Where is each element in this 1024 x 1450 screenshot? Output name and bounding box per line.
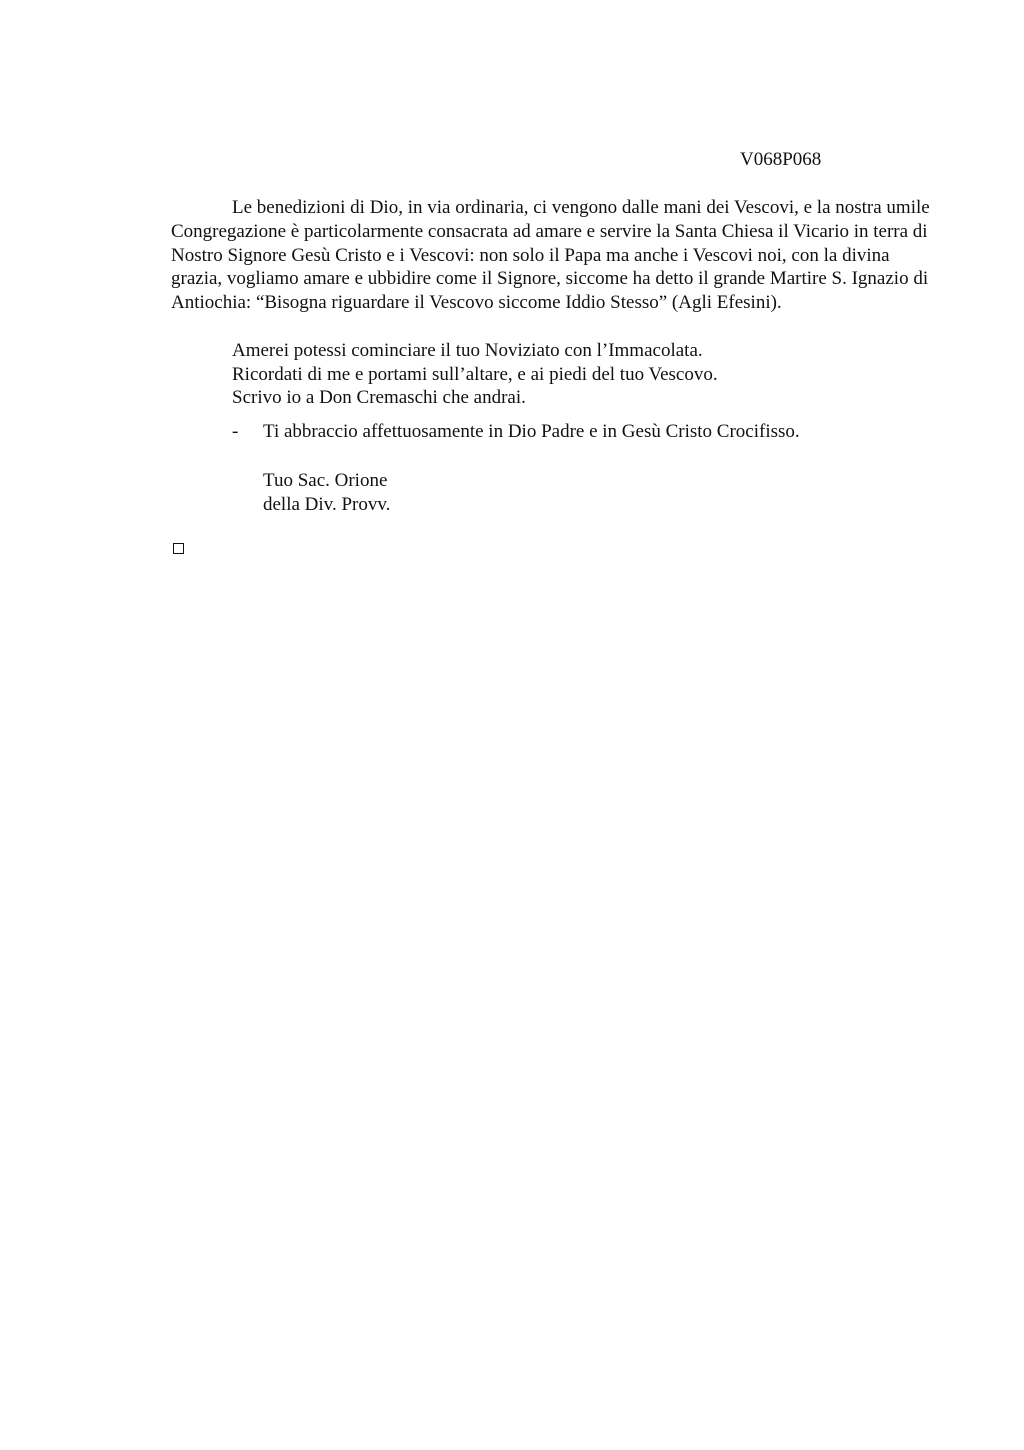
square-outline-icon	[173, 543, 184, 554]
paragraph-line: Amerei potessi cominciare il tuo Noviziato con l’Immacolata.	[232, 340, 703, 361]
main-paragraph: Le benedizioni di Dio, in via ordinaria, ci vengono dalle mani dei Vescovi, e la nostra umile Congregazione è particolarmente consacrata ad amare e servire la Santa Chiesa il Vicario in terra di Nostro Signore Gesù Cristo e i Vescovi: non solo il Papa ma anche i Vescovi noi, con la divina grazia, vogliamo amare e ubbidire come il Signore, siccome ha detto il grande Martire S. Ignazio di Antiochia: “Bisogna riguardare il Vescovo siccome Iddio Stesso” (Agli Efesini).	[171, 197, 930, 314]
bullet-text: Ti abbraccio affettuosamente in Dio Padre e in Gesù Cristo Crocifisso.	[263, 421, 800, 442]
signature-name: Tuo Sac. Orione	[263, 470, 388, 491]
bullet-marker: -	[232, 421, 239, 442]
paragraph-line: Ricordati di me e portami sull’altare, e ai piedi del tuo Vescovo.	[232, 364, 718, 385]
signature-affiliation: della Div. Provv.	[263, 494, 391, 515]
page-identifier: V068P068	[740, 149, 822, 170]
paragraph-line: Scrivo io a Don Cremaschi che andrai.	[232, 387, 526, 408]
